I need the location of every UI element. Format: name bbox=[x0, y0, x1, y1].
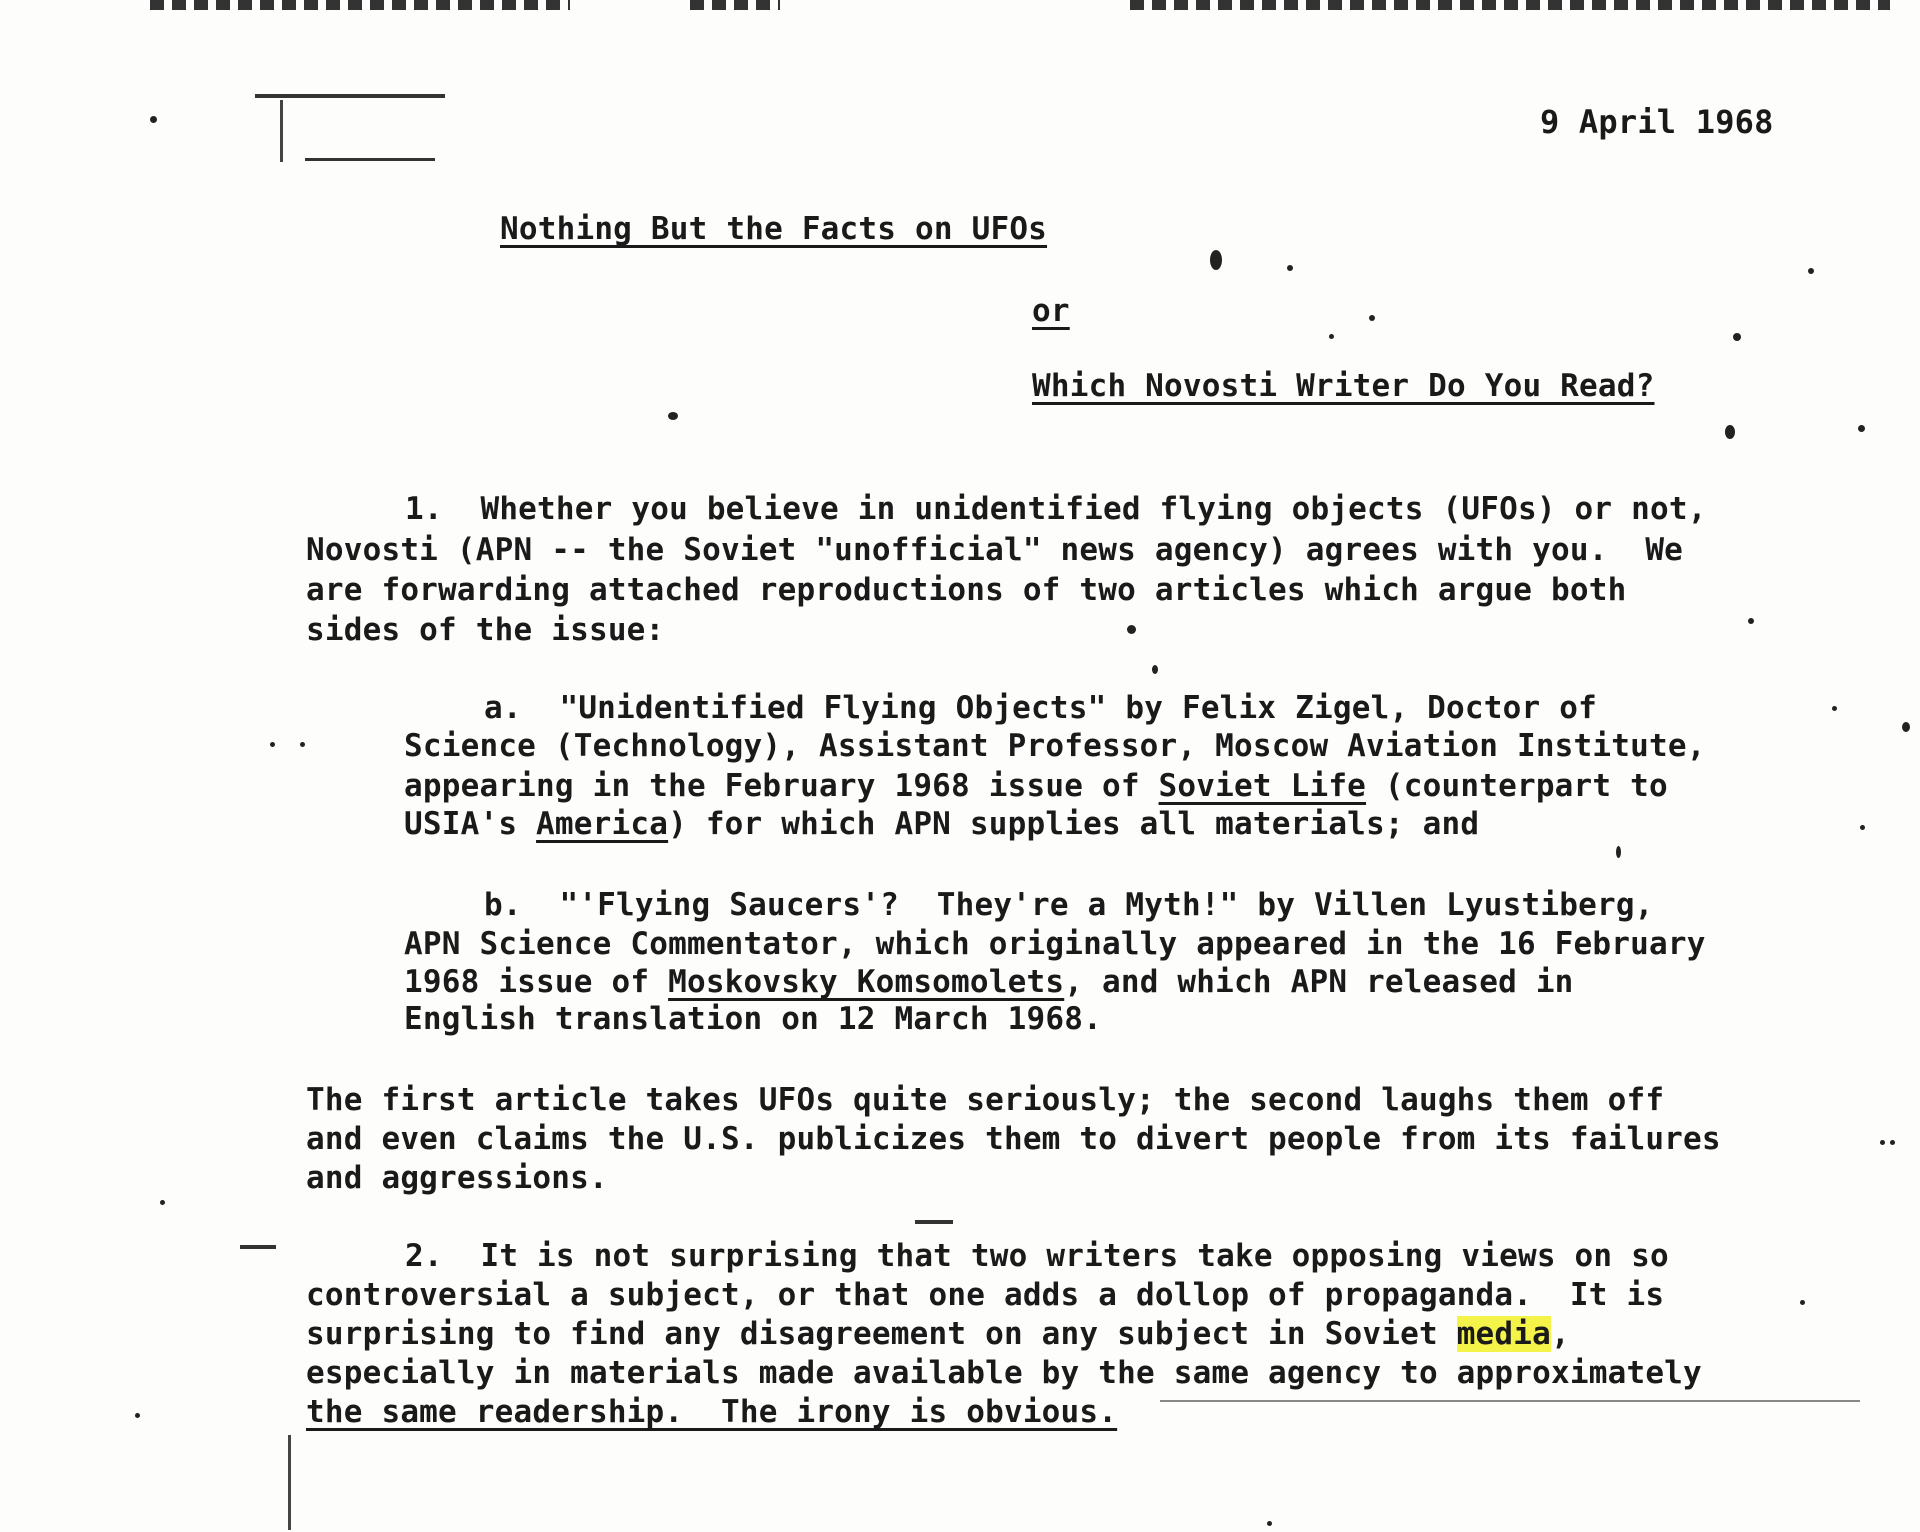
bottom-left-vline bbox=[288, 1435, 291, 1530]
speck bbox=[1329, 334, 1334, 339]
para1-line-1: 1. Whether you believe in unidentified flying objects (UFOs) or not, bbox=[405, 491, 1707, 527]
soviet-life-title: Soviet Life bbox=[1158, 768, 1367, 804]
memo-title-line-2: Which Novosti Writer Do You Read? bbox=[1032, 368, 1655, 404]
memo-title-or: or bbox=[1032, 293, 1070, 329]
speck bbox=[668, 412, 678, 420]
summary-line-3: and aggressions. bbox=[306, 1160, 608, 1196]
speck bbox=[1127, 625, 1136, 634]
memo-title-line-1: Nothing But the Facts on UFOs bbox=[500, 211, 1048, 247]
item-a-line-2: Science (Technology), Assistant Professor, Moscow Aviation Institute, bbox=[404, 728, 1706, 764]
item-a-line-3-post: (counterpart to bbox=[1366, 768, 1668, 804]
item-a-line-3-pre: appearing in the February 1968 issue of bbox=[404, 768, 1159, 804]
para2-line-1: 2. It is not surprising that two writers take opposing views on so bbox=[405, 1238, 1669, 1274]
moskovsky-komsomolets-title: Moskovsky Komsomolets bbox=[668, 964, 1065, 1000]
para2-line-4: especially in materials made available by the same agency to approximately bbox=[306, 1355, 1702, 1391]
para1-line-4: sides of the issue: bbox=[306, 612, 665, 648]
routing-box-side bbox=[280, 100, 283, 162]
speck bbox=[1890, 1140, 1895, 1145]
item-a-line-3 bbox=[404, 768, 1668, 804]
highlighted-media: media bbox=[1456, 1316, 1552, 1352]
speck bbox=[1733, 333, 1741, 341]
speck bbox=[135, 1413, 140, 1418]
item-a-line-4 bbox=[404, 806, 1480, 842]
speck bbox=[1902, 722, 1910, 732]
america-title: America bbox=[536, 806, 669, 842]
summary-line-1: The first article takes UFOs quite seriously; the second laughs them off bbox=[306, 1082, 1665, 1118]
para2-line-2: controversial a subject, or that one adds a dollop of propaganda. It is bbox=[306, 1277, 1665, 1313]
speck bbox=[1832, 706, 1837, 711]
para2-line-3-pre: surprising to find any disagreement on any subject in Soviet bbox=[306, 1316, 1457, 1352]
item-b-line-1: b. "'Flying Saucers'? They're a Myth!" by Villen Lyustiberg, bbox=[484, 887, 1654, 923]
speck bbox=[300, 742, 305, 747]
speck bbox=[1287, 265, 1293, 271]
speck bbox=[1860, 825, 1865, 830]
speck bbox=[1748, 618, 1754, 624]
scan-artifact-top-right bbox=[1130, 0, 1890, 10]
speck bbox=[1800, 1300, 1805, 1305]
summary-line-2: and even claims the U.S. publicizes them to divert people from its failures bbox=[306, 1121, 1721, 1157]
routing-box-top bbox=[255, 94, 445, 98]
item-b-line-3 bbox=[404, 964, 1574, 1000]
speck bbox=[1880, 1140, 1885, 1145]
speck bbox=[1616, 846, 1621, 858]
para2-line-3 bbox=[306, 1316, 1570, 1352]
bottom-rule bbox=[1160, 1400, 1860, 1402]
item-a-line-4-post: ) for which APN supplies all materials; and bbox=[668, 806, 1480, 842]
item-b-line-3-post: , and which APN released in bbox=[1064, 964, 1574, 1000]
item-a-line-1: a. "Unidentified Flying Objects" by Felix Zigel, Doctor of bbox=[484, 690, 1597, 726]
para2-line-5: the same readership. The irony is obvious. bbox=[306, 1394, 1118, 1430]
speck bbox=[160, 1200, 165, 1205]
item-b-line-3-pre: 1968 issue of bbox=[404, 964, 669, 1000]
speck bbox=[1808, 268, 1814, 274]
routing-box-bottom bbox=[305, 158, 435, 161]
margin-mark bbox=[240, 1245, 276, 1249]
item-b-line-2: APN Science Commentator, which originally appeared in the 16 February bbox=[404, 926, 1706, 962]
speck bbox=[1152, 665, 1158, 674]
speck bbox=[150, 116, 157, 123]
speck bbox=[1858, 425, 1865, 432]
item-a-line-4-pre: USIA's bbox=[404, 806, 537, 842]
memo-date: 9 April 1968 bbox=[1540, 103, 1774, 141]
para1-line-2: Novosti (APN -- the Soviet "unofficial" news agency) agrees with you. We bbox=[306, 532, 1684, 568]
scan-artifact-top-mid bbox=[690, 0, 780, 10]
para2-line-3-post: , bbox=[1551, 1316, 1570, 1352]
stray-mark bbox=[915, 1220, 953, 1224]
speck bbox=[1725, 425, 1735, 439]
scan-artifact-top-left bbox=[150, 0, 570, 10]
speck bbox=[1369, 315, 1375, 321]
speck bbox=[270, 742, 275, 747]
item-b-line-4: English translation on 12 March 1968. bbox=[404, 1001, 1102, 1037]
para1-line-3: are forwarding attached reproductions of two articles which argue both bbox=[306, 572, 1627, 608]
speck bbox=[1210, 250, 1222, 270]
speck bbox=[1267, 1521, 1272, 1526]
